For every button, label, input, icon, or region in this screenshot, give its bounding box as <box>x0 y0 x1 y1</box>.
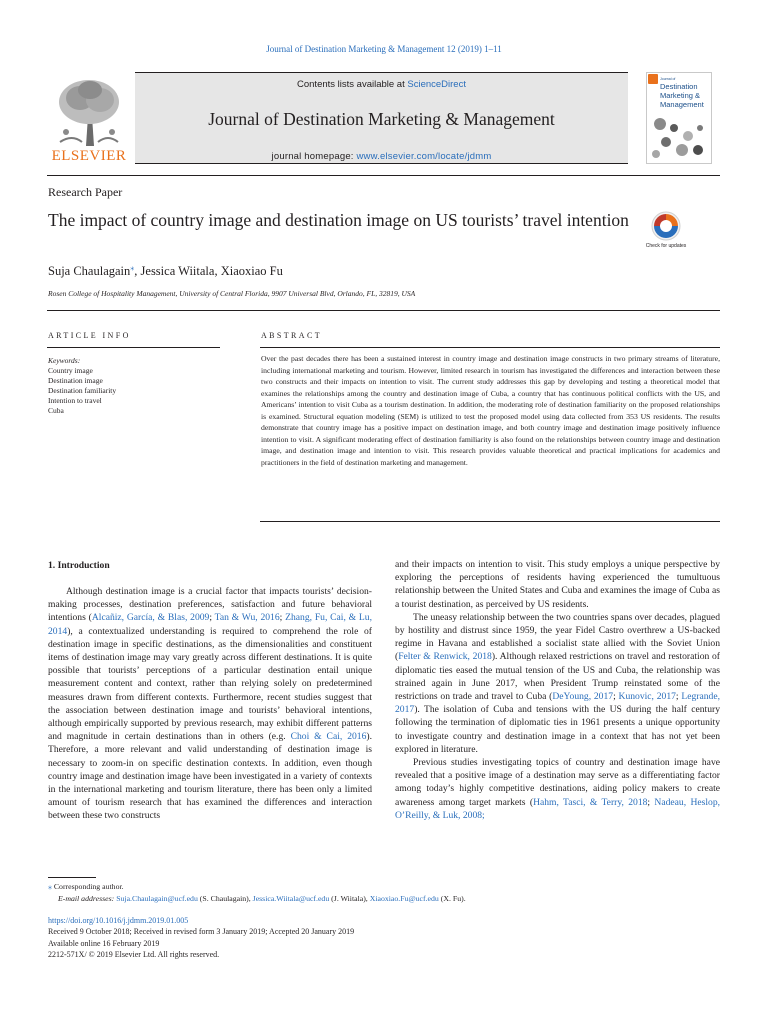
citation-link[interactable]: Nadeau, Heslop, O’Reilly, & Luk, 2008 <box>395 796 721 821</box>
cover-title-line: Destination <box>660 82 698 91</box>
text-run: ; <box>675 691 682 703</box>
abstract-text: Over the past decades there has been a sustained interest in country image and destination image constructs in two primary streams of literature, including international marketing and tourism. However, limited research in tourism has investigated the differences and interaction between these two constructs and their impacts on intention to visit. The current study addresses this gap by developing and testing a theoretical model that examines the relationships among the country and destination image of Cuba, a country that has continuous political conflicts with the US, and Americans’ intention to visit Cuba as a tourism destination. In addition, the moderating role of destination familiarity on the proposed relationships is examined. Structural equation modeling (SEM) is utilized to test the proposed model using data collected from 353 US residents. The results demonstrate that country image has a positive impact on destination image, and both country image and destination image positively influence intention to visit. A significant moderating effect of destination familiarity is also found on the relationships between country image and destination image, and destination image and intention to visit. This research provides valuable theoretical and practical implications for academics and practitioners in the field of destination marketing and management. <box>261 354 720 467</box>
text-run: ; <box>482 809 485 821</box>
email-link[interactable]: Suja.Chaulagain@ucf.edu <box>116 893 198 903</box>
cover-image-collage <box>648 114 710 162</box>
elsevier-tree-logo <box>52 76 126 148</box>
citation-link[interactable]: Hahm, Tasci, & Terry, 2018 <box>533 796 648 808</box>
cover-small-text: Journal of <box>660 77 676 81</box>
cover-publisher-icon <box>648 74 658 84</box>
article-info-heading: ARTICLE INFO <box>48 331 131 340</box>
journal-title: Journal of Destination Marketing & Management <box>208 109 555 129</box>
keyword: Country image <box>48 366 93 375</box>
contents-line <box>135 79 628 90</box>
email-link[interactable]: Jessica.Wiitala@ucf.edu <box>252 893 330 903</box>
text-run: ; <box>613 691 619 703</box>
publication-info <box>48 915 720 960</box>
email-line <box>48 893 720 905</box>
author-name[interactable]: Xiaoxiao Fu <box>220 264 283 279</box>
sciencedirect-link[interactable]: ScienceDirect <box>407 79 466 90</box>
keyword: Intention to travel <box>48 396 102 405</box>
body-paragraph <box>395 611 720 756</box>
article-type: Research Paper <box>48 185 123 199</box>
header-divider <box>47 175 720 176</box>
text-run: The uneasy relationship between the two countries spans over decades, plagued by hostility and distrust since 1959, the year Fidel Castro overthrew a US-backed regime in Havana and established a socialist state allied with the Soviet Union ( <box>395 611 720 663</box>
journal-homepage-line <box>135 151 628 162</box>
body-paragraph: and their impacts on intention to visit. This study employs a unique perspective by exploring the perceptions of residents having experienced the tumultuous relationship between the United States and Cuba and examines the image of Cuba as a tourist destination, as perceived by US residents. <box>395 559 720 610</box>
body-left-column <box>48 571 372 823</box>
doi-link[interactable]: https://doi.org/10.1016/j.jdmm.2019.01.005 <box>48 916 189 925</box>
citation-link[interactable]: Choi & Cai, 2016 <box>290 731 367 743</box>
abstract-bottom-rule <box>260 521 720 522</box>
available-online: Available online 16 February 2019 <box>48 938 160 948</box>
paper-title: The impact of country image and destination image on US tourists’ travel intention <box>48 210 629 230</box>
info-divider <box>47 310 720 311</box>
citation-link[interactable]: Tan & Wu, 2016 <box>214 612 280 624</box>
affiliation: Rosen College of Hospitality Management, University of Central Florida, 9907 Universal Blvd, Orlando, FL, 32819, USA <box>48 289 416 298</box>
cover-title <box>660 82 712 109</box>
citation-link[interactable]: DeYoung, 2017 <box>552 691 614 703</box>
homepage-prefix: journal homepage: <box>271 151 357 162</box>
email-link[interactable]: Xiaoxiao.Fu@ucf.edu <box>369 893 439 903</box>
cover-title-line: Management <box>660 100 704 109</box>
corresponding-author-mark[interactable]: ⁎ <box>130 263 135 272</box>
text-run: ; <box>647 796 655 808</box>
article-info-rule <box>47 347 220 348</box>
citation-link[interactable]: Kunovic, 2017 <box>618 691 676 703</box>
author-name[interactable]: Jessica Wiitala <box>140 264 215 279</box>
citation-link[interactable]: Legrande, 2017 <box>395 691 720 716</box>
abstract-heading: ABSTRACT <box>261 331 322 340</box>
citation-link[interactable]: Felter & Renwick, 2018 <box>398 651 492 663</box>
footnote-rule <box>48 877 96 878</box>
email-owner: (S. Chaulagain), <box>197 893 253 903</box>
cover-title-line: Marketing & <box>660 91 701 100</box>
author-name[interactable]: Suja Chaulagain <box>48 264 131 279</box>
journal-citation-link[interactable]: Journal of Destination Marketing & Management 12 (2019) 1–11 <box>266 44 502 54</box>
issn-copyright: 2212-571X/ © 2019 Elsevier Ltd. All rights reserved. <box>48 949 220 959</box>
elsevier-wordmark[interactable]: ELSEVIER <box>51 148 127 164</box>
citation-link[interactable]: Alcañiz, García, & Blas, 2009 <box>91 612 210 624</box>
corresponding-label: Corresponding author. <box>51 882 124 891</box>
crossmark-label: Check for updates <box>645 243 687 249</box>
corresponding-author-note <box>48 881 720 893</box>
email-label: E-mail addresses: <box>58 893 115 903</box>
text-run: ). Although relaxed restrictions on travel and restoration of diplomatic ties eased the mutual tension of the US and Cuba, the relationship was strained again in June 2017, when President Trump reinstated some of the restrictions on trade and travel to Cuba ( <box>395 651 720 703</box>
body-paragraph <box>48 585 372 823</box>
section-heading: 1. Introduction <box>48 560 110 571</box>
footnote-mark: ⁎ <box>48 882 52 891</box>
journal-homepage-link[interactable]: www.elsevier.com/locate/jdmm <box>356 151 492 162</box>
text-run: ). Therefore, a more relevant and valid understanding of destination image is necessary to zoom-in on specific destination contexts. In addition, even though country image and destination image have been investigated in a variety of contexts in the international marketing and tourism literature, there has been only a limited amount of tourism research that has examined the differences and interaction between these two constructs <box>48 731 372 822</box>
abstract-rule <box>260 347 720 348</box>
text-run: Previous studies investigating topics of country and destination image have revealed that a positive image of a destination may serve as a differentiating factor among today’s highly competitive destinations, aiding policy makers to create awareness among target markets ( <box>395 757 720 808</box>
text-run: ; <box>209 612 215 624</box>
received-dates: Received 9 October 2018; Received in revised form 3 January 2019; Accepted 20 January 2019 <box>48 927 355 937</box>
text-run: ), a contextualized understanding is required to comprehend the role of destination image in specific destinations, as the dimensionalities and constituent items of destination image may vary greatly across different destinations. It is quite possible that tourists’ perceptions of a particular destination entail unique measurement content and context, rather than relying solely on predetermined measures drawn from different contexts. Furthermore, recent studies suggest that the association between destination image and tourists’ behavioral intentions, although empirically supported by previous research, may exhibit different patterns and magnitude in certain destinations than in others (e.g. <box>48 625 372 743</box>
text-run: Although destination image is a crucial factor that impacts tourists’ decision-making processes, destination preferences, satisfaction and future behavioral intentions ( <box>48 586 372 624</box>
text-run: ). The isolation of Cuba and tensions with the US during the half century following the termination of diplomatic ties in 1961 presents a unique opportunity to investigate country and destination image in a context that has not yet been explored in literature. <box>395 704 720 755</box>
contents-prefix: Contents lists available at <box>297 79 408 90</box>
check-for-updates-icon[interactable] <box>645 210 687 256</box>
keyword: Cuba <box>48 406 64 415</box>
email-owner: (X. Fu). <box>438 893 466 903</box>
footnote <box>48 881 720 904</box>
keywords-list <box>48 366 116 416</box>
email-owner: (J. Wiitala), <box>329 893 370 903</box>
citation-link[interactable]: Zhang, Fu, Cai, & Lu, 2014 <box>48 612 372 637</box>
keywords-label: Keywords: <box>48 356 81 365</box>
keyword: Destination familiarity <box>48 386 117 395</box>
author-list: Suja Chaulagain⁎, Jessica Wiitala, Xiaoxiao Fu <box>48 263 283 279</box>
body-paragraph <box>395 756 720 822</box>
keyword: Destination image <box>48 376 103 385</box>
body-right-column <box>395 558 720 822</box>
text-run: ; <box>279 612 286 624</box>
